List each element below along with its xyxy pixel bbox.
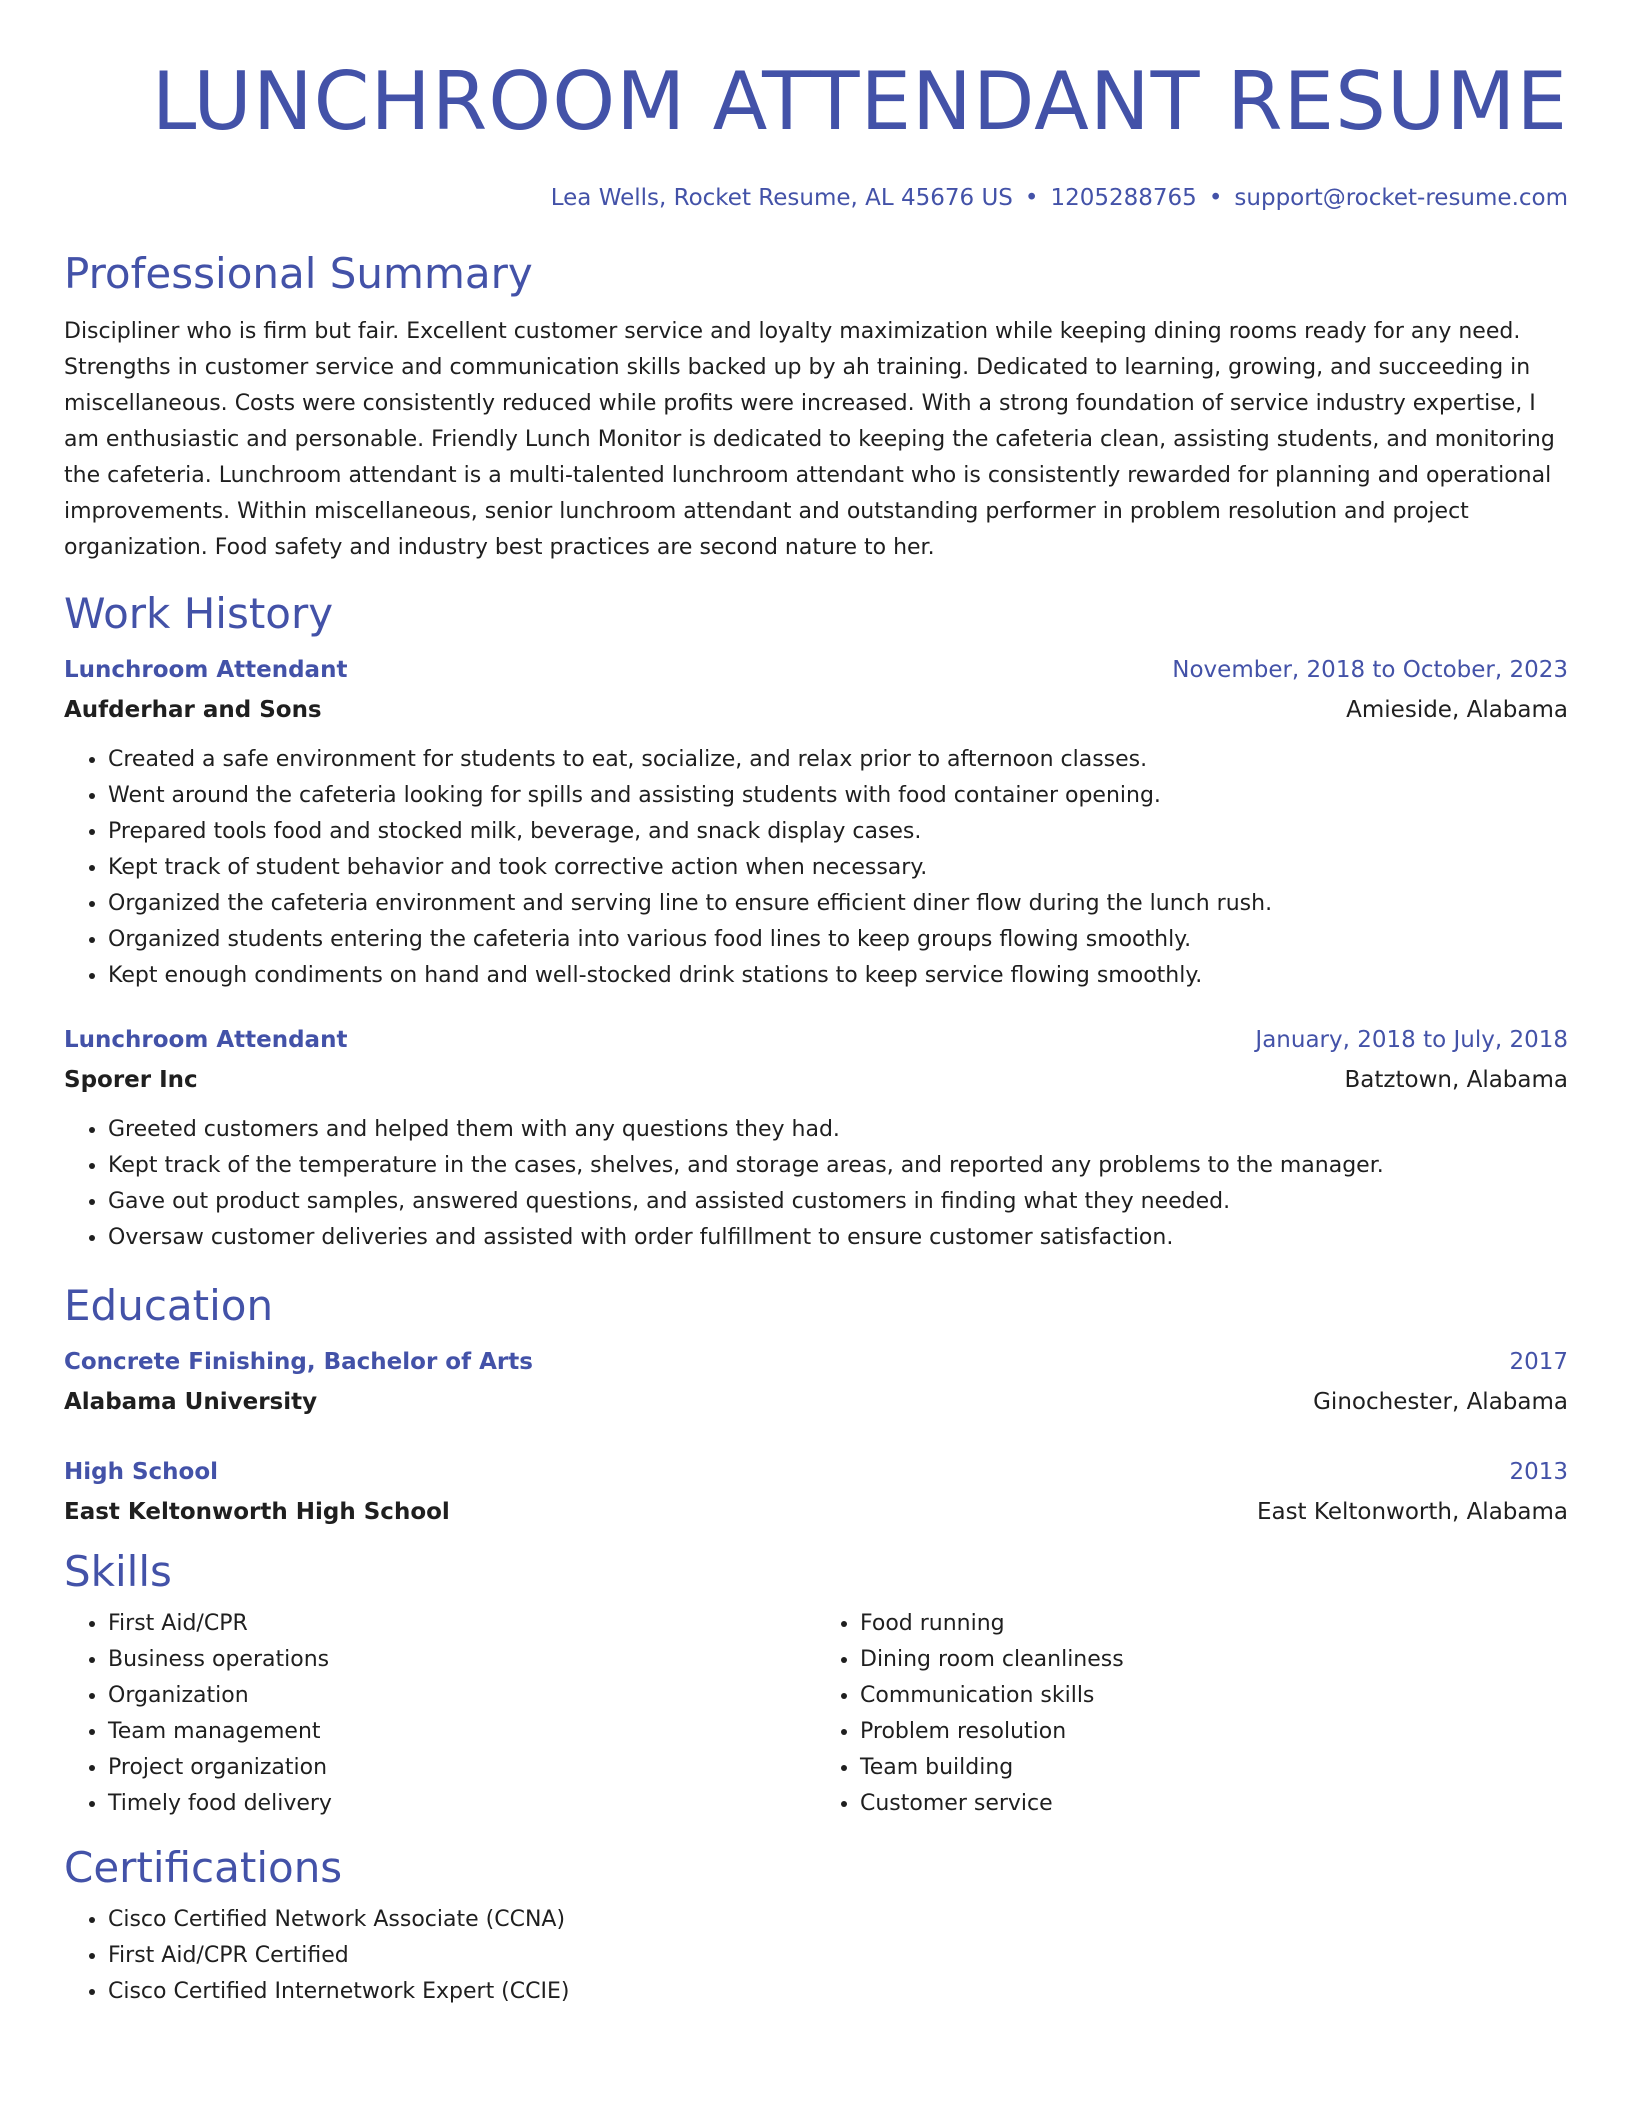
job-dates: November, 2018 to October, 2023 [1172,657,1568,683]
job-duty: • Went around the cafeteria looking for spills and assisting students with food container opening. [108,778,1568,814]
summary-line: industry best practices are second nature to her. [397,535,935,560]
education-location: East Keltonworth, Alabama [1256,1499,1568,1525]
skill-item: • Team management [108,1714,816,1750]
job-title: Lunchroom Attendant [64,657,348,683]
skill-item: • Business operations [108,1642,816,1678]
skill-item: • Customer service [860,1786,1568,1822]
job-duty: • Kept track of student behavior and took corrective action when necessary. [108,850,1568,886]
education-entry [64,1452,1568,1532]
job-header [64,1020,1568,1060]
job-location: Batztown, Alabama [1344,1067,1568,1093]
job-duty: • Prepared tools food and stocked milk, beverage, and snack display cases. [108,814,1568,850]
education-degree: High School [64,1459,219,1485]
skill-item: • Food running [860,1606,1568,1642]
job-entry [64,1020,1568,1256]
job-duty: • Organized the cafeteria environment and serving line to ensure efficient diner flow during the lunch rush. [108,886,1568,922]
skill-item: • Dining room cleanliness [860,1642,1568,1678]
contact-separator: • [1024,185,1039,211]
job-subheader [64,1060,1568,1100]
education-subheader [64,1382,1568,1422]
skill-item: • Organization [108,1678,816,1714]
skill-item: • Problem resolution [860,1714,1568,1750]
job-duty: • Oversaw customer deliveries and assisted with order fulfillment to ensure customer satisfaction. [108,1220,1568,1256]
education-school: East Keltonworth High School [64,1499,450,1525]
contact-separator: • [1208,185,1223,211]
job-header [64,650,1568,690]
summary-line: miscellaneous, senior lunchroom attendant and outstanding performer in problem resolution and project organization. Food safety and [64,499,1469,560]
summary-line: personable. Friendly Lunch Monitor is dedicated to keeping the cafeteria clean, assisting students, and monitoring the cafeteria. Lunchroom [64,427,1555,488]
job-duty: • Gave out product samples, answered questions, and assisted customers in finding what they needed. [108,1184,1568,1220]
education-entry [64,1342,1568,1422]
skills-columns [64,1606,1568,1822]
job-entry [64,650,1568,994]
job-duties-list [64,742,1568,994]
contact-phone[interactable]: 1205288765 [1050,185,1197,211]
summary-line: attendant is a multi-talented lunchroom attendant who is consistently rewarded for planning and operational improvements. Within [64,463,1552,524]
job-duty: • Kept track of the temperature in the cases, shelves, and storage areas, and reported any problems to the manager. [108,1148,1568,1184]
job-title: Lunchroom Attendant [64,1027,348,1053]
education-location: Ginochester, Alabama [1313,1389,1568,1415]
job-duties-list [64,1112,1568,1256]
contact-line [64,182,1568,214]
resume-title: LUNCHROOM ATTENDANT RESUME [151,55,1568,148]
job-duty: • Greeted customers and helped them with any questions they had. [108,1112,1568,1148]
certification-item: • Cisco Certified Network Associate (CCNA) [108,1902,1568,1938]
job-subheader [64,690,1568,730]
skills-list-left [64,1606,816,1822]
certification-item: • Cisco Certified Internetwork Expert (CCIE) [108,1974,1568,2010]
education-year: 2013 [1509,1459,1568,1485]
skill-item: • Communication skills [860,1678,1568,1714]
summary-heading: Professional Summary [64,249,533,298]
job-location: Amieside, Alabama [1346,697,1568,723]
education-subheader [64,1492,1568,1532]
job-company: Sporer Inc [64,1067,198,1093]
skill-item: • Timely food delivery [108,1786,816,1822]
job-duty: • Organized students entering the cafeteria into various food lines to keep groups flowing smoothly. [108,922,1568,958]
skill-item: • First Aid/CPR [108,1606,816,1642]
job-duty: • Kept enough condiments on hand and well-stocked drink stations to keep service flowing smoothly. [108,958,1568,994]
skills-list-right [816,1606,1568,1822]
education-header [64,1342,1568,1382]
contact-address: Lea Wells, Rocket Resume, AL 45676 US [550,185,1013,211]
job-duty: • Created a safe environment for students to eat, socialize, and relax prior to afternoon classes. [108,742,1568,778]
education-header [64,1452,1568,1492]
education-year: 2017 [1509,1349,1568,1375]
skill-item: • Team building [860,1750,1568,1786]
education-degree: Concrete Finishing, Bachelor of Arts [64,1349,533,1375]
education-heading: Education [64,1281,274,1330]
job-dates: January, 2018 to July, 2018 [1255,1027,1568,1053]
skill-item: • Project organization [108,1750,816,1786]
work-history-heading: Work History [64,589,334,638]
skills-heading: Skills [64,1547,172,1596]
contact-email[interactable]: support@rocket-resume.com [1234,185,1568,211]
certification-item: • First Aid/CPR Certified [108,1938,1568,1974]
summary-line: Discipliner who is firm but fair. Excellent customer service and loyalty maximization while keeping dining rooms ready for any need. Strengths [64,319,1521,380]
education-school: Alabama University [64,1389,318,1415]
summary-line: in customer service and communication skills backed up by ah training. Dedicated to learning, growing, and succeeding in miscellaneous. [64,355,1531,416]
certifications-list [64,1902,1568,2010]
job-company: Aufderhar and Sons [64,697,322,723]
summary-line: Costs were consistently reduced while profits were increased. With a strong foundation of service industry expertise, I am enthusiastic and [64,391,1536,452]
certifications-heading: Certifications [64,1843,343,1892]
summary-text [64,314,1568,566]
